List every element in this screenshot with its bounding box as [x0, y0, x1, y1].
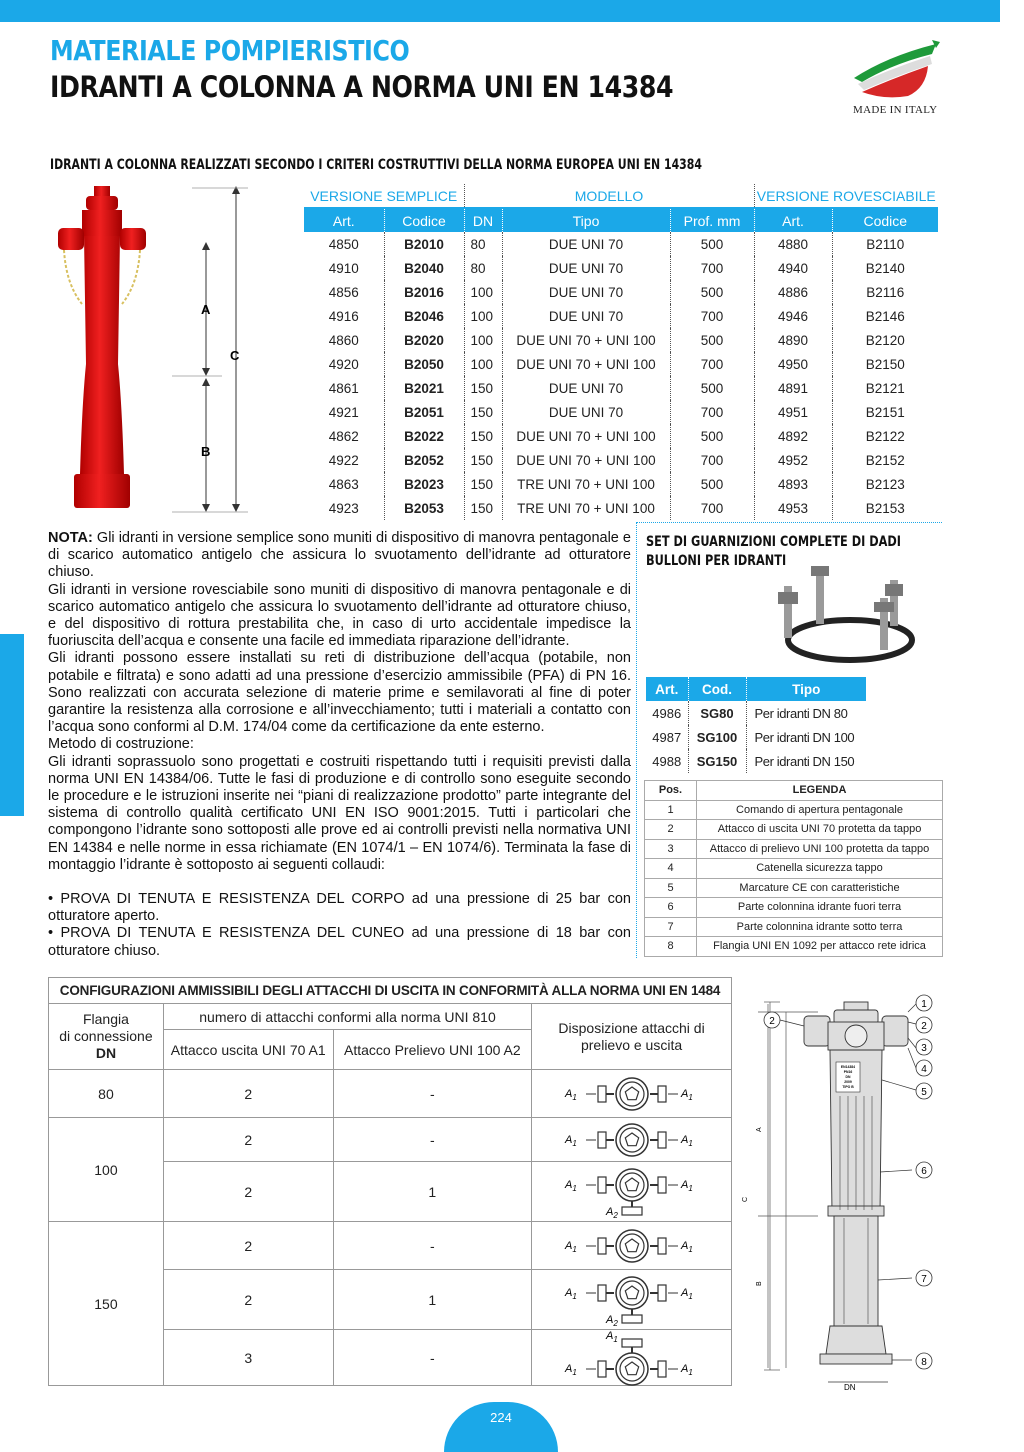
set-col-art: Art.: [646, 677, 688, 701]
cell-prof: 700: [670, 256, 754, 280]
symbol-label-a1-right: $A_1$: [680, 1362, 693, 1377]
table-row: [645, 878, 943, 898]
cell-dn: 100: [464, 280, 502, 304]
table-row: [304, 352, 938, 376]
cell-tipo: DUE UNI 70: [502, 304, 670, 328]
cell-art-rov: 4880: [754, 232, 832, 256]
config-uscita-cell: 2: [163, 1222, 333, 1270]
config-col-prelievo: Attacco Prelievo UNI 100 A2: [333, 1030, 532, 1070]
table-row: [646, 749, 866, 773]
table-row: [645, 839, 943, 859]
table-row: [645, 898, 943, 918]
cell-tipo: DUE UNI 70: [502, 376, 670, 400]
cell-art: 4850: [328, 236, 359, 252]
config-layout-cell: [532, 1270, 732, 1330]
cell-dn: 100: [464, 304, 502, 328]
cell-codice: B2053: [384, 496, 464, 520]
group-header-modello: MODELLO: [464, 184, 754, 208]
cell-dn: 150: [464, 376, 502, 400]
cell-tipo: DUE UNI 70 + UNI 100: [502, 448, 670, 472]
svg-text:PN16: PN16: [843, 1070, 853, 1074]
table-row: [645, 859, 943, 879]
cell-codice-rov: B2120: [832, 328, 938, 352]
callout-7: 7: [921, 1274, 927, 1285]
cell-prof: 700: [670, 400, 754, 424]
col-prof: Prof. mm: [670, 208, 754, 232]
hydrant-technical-drawing: [744, 992, 944, 1390]
cell-art-rov: 4953: [754, 496, 832, 520]
config-col-disposizione: Disposizione attacchi di prelievo e uscita: [532, 1004, 732, 1070]
cell-codice-rov: B2151: [832, 400, 938, 424]
cell-art: 4920: [328, 356, 359, 372]
config-prelievo-cell: -: [333, 1070, 532, 1118]
cell-prof: 500: [670, 328, 754, 352]
cell-prof: 700: [670, 448, 754, 472]
config-uscita-cell: 2: [163, 1118, 333, 1162]
dimension-label-b: B: [201, 444, 211, 459]
table-row: [645, 820, 943, 840]
config-group-header: numero di attacchi conformi alla norma UNI 810: [163, 1004, 531, 1030]
set-cell-cod: SG100: [688, 725, 746, 749]
table-row: [646, 701, 866, 725]
cell-codice: B2023: [384, 472, 464, 496]
col-tipo: Tipo: [502, 208, 670, 232]
nota-paragraph-3: Gli idranti possono essere installati su reti di distribuzione dell’acqua (potabile, non potabile e filtrata) e sono adatti ad una pressione d’esercizio ammissibile (PFA) di PN 16. Sono realizzati con accurata selezione di materie prime e semilavorati al fine di poter garantire la resistenza alla corrosione e all’invecchiamento; tutti i materiali a contatto con l’acqua sono conformi al D.M. 174/04 come da certificazione da ente esterno.: [48, 650, 631, 736]
svg-text:2009: 2009: [844, 1080, 852, 1084]
cell-prof: 500: [670, 472, 754, 496]
cell-codice-rov: B2123: [832, 472, 938, 496]
made-in-italy-text: MADE IN ITALY: [853, 104, 938, 116]
symbol-label-a1-left: $A_1$: [564, 1087, 577, 1102]
table-row: [304, 280, 938, 304]
symbol-label-a1-left: $A_1$: [564, 1239, 577, 1254]
connection-layout-symbol: [557, 1273, 707, 1327]
callout-2-right: 2: [921, 1021, 927, 1032]
symbol-label-a1-left: $A_1$: [564, 1286, 577, 1301]
config-uscita-cell: 2: [163, 1162, 333, 1222]
connection-layout-symbol: [557, 1226, 707, 1266]
config-prelievo-cell: -: [333, 1222, 532, 1270]
nota-label: NOTA:: [48, 530, 93, 546]
cell-art-rov: 4940: [754, 256, 832, 280]
table-row: [304, 304, 938, 328]
legend-pos: 3: [645, 839, 697, 859]
symbol-label-a1-left: $A_1$: [564, 1362, 577, 1377]
symbol-label-a1-right: $A_1$: [680, 1239, 693, 1254]
table-row: [304, 472, 938, 496]
config-col-flangia: Flangia di connessione DN: [49, 1004, 164, 1070]
cell-codice: B2040: [384, 256, 464, 280]
cell-codice: B2020: [384, 328, 464, 352]
cell-codice-rov: B2153: [832, 496, 938, 520]
table-row: [304, 232, 938, 256]
cell-codice-rov: B2140: [832, 256, 938, 280]
cell-art-rov: 4893: [754, 472, 832, 496]
config-uscita-cell: 2: [163, 1070, 333, 1118]
cell-prof: 500: [670, 232, 754, 256]
set-cell-tipo: Per idranti DN 150: [746, 749, 866, 773]
set-col-tipo: Tipo: [746, 677, 866, 701]
symbol-label-a1-right: $A_1$: [680, 1286, 693, 1301]
config-uscita-cell: 2: [163, 1270, 333, 1330]
set-cell-cod: SG150: [688, 749, 746, 773]
legend-desc: Comando di apertura pentagonale: [697, 800, 943, 820]
legend-desc: Parte colonnina idrante sotto terra: [697, 917, 943, 937]
config-prelievo-cell: -: [333, 1330, 532, 1386]
col-codice-rov: Codice: [832, 208, 938, 232]
set-cell-art: 4986: [652, 705, 682, 721]
cell-codice: B2021: [384, 376, 464, 400]
connection-layout-symbol: [557, 1074, 707, 1114]
legend-pos: 2: [645, 820, 697, 840]
cell-codice: B2046: [384, 304, 464, 328]
hydrant-illustration: [52, 184, 252, 516]
config-col-uscita: Attacco uscita UNI 70 A1: [163, 1030, 333, 1070]
group-header-semplice: VERSIONE SEMPLICE: [304, 184, 464, 208]
cell-codice-rov: B2146: [832, 304, 938, 328]
cell-tipo: TRE UNI 70 + UNI 100: [502, 472, 670, 496]
cell-dn: 100: [464, 328, 502, 352]
cell-tipo: DUE UNI 70: [502, 256, 670, 280]
connection-layout-symbol: [557, 1331, 707, 1385]
config-layout-cell: [532, 1070, 732, 1118]
cell-codice-rov: B2116: [832, 280, 938, 304]
cell-dn: 150: [464, 424, 502, 448]
cell-art: 4922: [328, 452, 359, 468]
cell-art: 4860: [328, 332, 359, 348]
cell-art-rov: 4890: [754, 328, 832, 352]
legend-desc: Attacco di prelievo UNI 100 protetta da tappo: [697, 839, 943, 859]
config-table: [48, 977, 732, 1386]
set-cell-art: 4987: [652, 729, 682, 745]
connection-layout-symbol: [557, 1165, 707, 1219]
cell-art-rov: 4892: [754, 424, 832, 448]
legend-pos: 1: [645, 800, 697, 820]
cell-codice: B2016: [384, 280, 464, 304]
cell-tipo: DUE UNI 70 + UNI 100: [502, 352, 670, 376]
config-dn-100: 100: [49, 1118, 164, 1222]
cell-codice-rov: B2122: [832, 424, 938, 448]
page-title: IDRANTI A COLONNA A NORMA UNI EN 14384: [50, 70, 674, 104]
legend-desc: Attacco di uscita UNI 70 protetta da tappo: [697, 820, 943, 840]
cell-tipo: DUE UNI 70: [502, 400, 670, 424]
config-dn-80: 80: [49, 1070, 164, 1118]
table-row: [304, 376, 938, 400]
cell-prof: 700: [670, 304, 754, 328]
symbol-label-a1-right: $A_1$: [680, 1178, 693, 1193]
cell-art: 4921: [328, 404, 359, 420]
cell-prof: 500: [670, 376, 754, 400]
callout-6: 6: [921, 1166, 927, 1177]
dimension-label-a: A: [201, 302, 211, 317]
cell-art: 4916: [328, 308, 359, 324]
cell-dn: 150: [464, 448, 502, 472]
cell-art-rov: 4886: [754, 280, 832, 304]
diagram-dim-dn: DN: [844, 1383, 856, 1392]
section-heading: IDRANTI A COLONNA REALIZZATI SECONDO I CRITERI COSTRUTTIVI DELLA NORMA EUROPEA UNI EN 14384: [50, 157, 702, 173]
cell-art: 4863: [328, 476, 359, 492]
connection-layout-symbol: [557, 1120, 707, 1160]
cell-codice-rov: B2121: [832, 376, 938, 400]
legend-pos: 4: [645, 859, 697, 879]
legend-pos: 6: [645, 898, 697, 918]
cell-prof: 500: [670, 424, 754, 448]
callout-3: 3: [921, 1043, 927, 1054]
callout-1: 1: [921, 999, 927, 1010]
cell-tipo: TRE UNI 70 + UNI 100: [502, 496, 670, 520]
diagram-dim-b: B: [756, 1281, 763, 1286]
cell-codice-rov: B2152: [832, 448, 938, 472]
cell-art: 4862: [328, 428, 359, 444]
symbol-label-a1-top: $A_1$: [605, 1329, 618, 1344]
config-layout-cell: [532, 1162, 732, 1222]
legend-pos: 7: [645, 917, 697, 937]
table-row: [304, 328, 938, 352]
cell-dn: 150: [464, 496, 502, 520]
set-cell-cod: SG80: [688, 701, 746, 725]
nota-paragraph-5: Gli idranti soprassuolo sono progettati e costruiti rispettando tutti i requisiti previsti dalla norma UNI EN 14384/06. Tutte le fasi di produzione e di controllo sono eseguite secondo le procedure e le istruzioni inserite nei “piani di realizzazione prodotto” parte integrante del sistema di controllo qualità certificato UNI EN ISO 9001:2015. Tutti i particolari che compongono l’idrante sono sottoposti alle prove ed ai controlli previsti nella normativa UNI EN 14384 e nelle norme in essa richiamate (EN 1074/1 – EN 1074/6). Terminata la fase di montaggio l’idrante è sottoposto ai seguenti collaudi:: [48, 753, 631, 873]
table-row: [645, 917, 943, 937]
symbol-label-a2: $A_2$: [605, 1313, 618, 1328]
gasket-set-table: [646, 677, 866, 773]
cell-art: 4861: [328, 380, 359, 396]
legend-desc: Catenella sicurezza tappo: [697, 859, 943, 879]
gasket-bolts-image: [764, 560, 924, 670]
table-row: [646, 725, 866, 749]
dimension-label-c: C: [230, 348, 240, 363]
cell-tipo: DUE UNI 70: [502, 232, 670, 256]
legend-table: [644, 780, 943, 957]
cell-art-rov: 4951: [754, 400, 832, 424]
top-accent-bar: [0, 0, 1000, 22]
cell-prof: 700: [670, 496, 754, 520]
table-row: [304, 256, 938, 280]
cell-tipo: DUE UNI 70 + UNI 100: [502, 424, 670, 448]
legend-desc: Parte colonnina idrante fuori terra: [697, 898, 943, 918]
col-art-rov: Art.: [754, 208, 832, 232]
config-uscita-cell: 3: [163, 1330, 333, 1386]
dotted-divider-horizontal: [636, 522, 942, 523]
cell-codice: B2051: [384, 400, 464, 424]
set-cell-tipo: Per idranti DN 80: [746, 701, 866, 725]
cell-prof: 500: [670, 280, 754, 304]
col-codice: Codice: [384, 208, 464, 232]
set-cell-tipo: Per idranti DN 100: [746, 725, 866, 749]
cell-codice: B2022: [384, 424, 464, 448]
nota-test-2: • PROVA DI TENUTA E RESISTENZA DEL CUNEO ad una pressione di 18 bar con otturatore chiuso.: [48, 925, 631, 959]
cell-dn: 100: [464, 352, 502, 376]
config-prelievo-cell: 1: [333, 1270, 532, 1330]
svg-text:TIPO B: TIPO B: [842, 1085, 854, 1089]
cell-dn: 150: [464, 472, 502, 496]
set-heading: SET DI GUARNIZIONI COMPLETE DI DADI BULLONI PER IDRANTI: [646, 534, 901, 569]
callout-5: 5: [921, 1087, 927, 1098]
cell-codice: B2050: [384, 352, 464, 376]
cell-dn: 150: [464, 400, 502, 424]
config-caption: CONFIGURAZIONI AMMISSIBILI DEGLI ATTACCHI DI USCITA IN CONFORMITÀ ALLA NORMA UNI EN 1484: [49, 978, 732, 1004]
cell-art-rov: 4950: [754, 352, 832, 376]
col-art: Art.: [304, 208, 384, 232]
group-header-rovesciabile: VERSIONE ROVESCIABILE: [754, 184, 938, 208]
dotted-divider-vertical: [636, 522, 637, 958]
config-prelievo-cell: 1: [333, 1162, 532, 1222]
symbol-label-a1-right: $A_1$: [680, 1087, 693, 1102]
cell-dn: 80: [464, 232, 502, 256]
cell-codice: B2052: [384, 448, 464, 472]
config-prelievo-cell: -: [333, 1118, 532, 1162]
config-layout-cell: [532, 1222, 732, 1270]
table-row: [645, 800, 943, 820]
legend-pos: 5: [645, 878, 697, 898]
legend-desc: Flangia UNI EN 1092 per attacco rete idrica: [697, 937, 943, 957]
page-category-title: MATERIALE POMPIERISTICO: [50, 34, 410, 67]
nota-paragraph-2: Gli idranti in versione rovesciabile sono muniti di dispositivo di manovra pentagonale e di scarico automatico antigelo che assicura lo svuotamento dell’idrante ad otturatore chiuso, e del dispositivo di rottura prestabilita che, in caso di urto accidentale impedisce la fuoriuscita dell’acqua e consente una facile ed immediata riparazione dell’idrante.: [48, 581, 631, 650]
cell-art-rov: 4891: [754, 376, 832, 400]
diagram-dim-a: A: [756, 1127, 763, 1132]
nota-paragraph-1: Gli idranti in versione semplice sono muniti di dispositivo di manovra pentagonale e di scarico automatico antigelo che assicura lo svuotamento dell’idrante ad otturatore chiuso.: [48, 530, 631, 581]
cell-codice: B2010: [384, 232, 464, 256]
cell-codice-rov: B2110: [832, 232, 938, 256]
legend-pos: 8: [645, 937, 697, 957]
legend-col-pos: Pos.: [645, 781, 697, 801]
table-row: [645, 937, 943, 957]
side-accent-tab: [0, 634, 24, 816]
config-layout-cell: [532, 1118, 732, 1162]
table-row: [304, 400, 938, 424]
nota-text: [48, 530, 631, 960]
set-cell-art: 4988: [652, 753, 682, 769]
col-dn: DN: [464, 208, 502, 232]
cell-art: 4923: [328, 500, 359, 516]
config-dn-150: 150: [49, 1222, 164, 1386]
cell-art-rov: 4952: [754, 448, 832, 472]
cell-art: 4856: [328, 284, 359, 300]
legend-col-title: LEGENDA: [697, 781, 943, 801]
symbol-label-a2: $A_2$: [605, 1205, 618, 1220]
cell-codice-rov: B2150: [832, 352, 938, 376]
diagram-dim-c: C: [742, 1196, 749, 1202]
legend-desc: Marcature CE con caratteristiche: [697, 878, 943, 898]
table-row: [304, 448, 938, 472]
callout-8: 8: [921, 1357, 927, 1368]
svg-text:EN14384: EN14384: [840, 1065, 856, 1069]
set-col-cod: Cod.: [688, 677, 746, 701]
table-row: [304, 496, 938, 520]
callout-2-left: 2: [769, 1016, 775, 1027]
page-number: 224: [444, 1402, 558, 1452]
symbol-label-a1-left: $A_1$: [564, 1178, 577, 1193]
cell-tipo: DUE UNI 70 + UNI 100: [502, 328, 670, 352]
hydrant-models-table: [304, 184, 938, 520]
cell-dn: 80: [464, 256, 502, 280]
svg-text:DN: DN: [845, 1075, 851, 1079]
nota-paragraph-4: Metodo di costruzione:: [48, 736, 194, 753]
callout-4: 4: [921, 1064, 927, 1075]
cell-art-rov: 4946: [754, 304, 832, 328]
config-layout-cell: [532, 1330, 732, 1386]
cell-art: 4910: [328, 260, 359, 276]
cell-prof: 700: [670, 352, 754, 376]
nota-test-1: • PROVA DI TENUTA E RESISTENZA DEL CORPO ad una pressione di 25 bar con otturatore aperto.: [48, 891, 631, 925]
cell-tipo: DUE UNI 70: [502, 280, 670, 304]
symbol-label-a1-right: $A_1$: [680, 1133, 693, 1148]
table-row: [304, 424, 938, 448]
symbol-label-a1-left: $A_1$: [564, 1133, 577, 1148]
